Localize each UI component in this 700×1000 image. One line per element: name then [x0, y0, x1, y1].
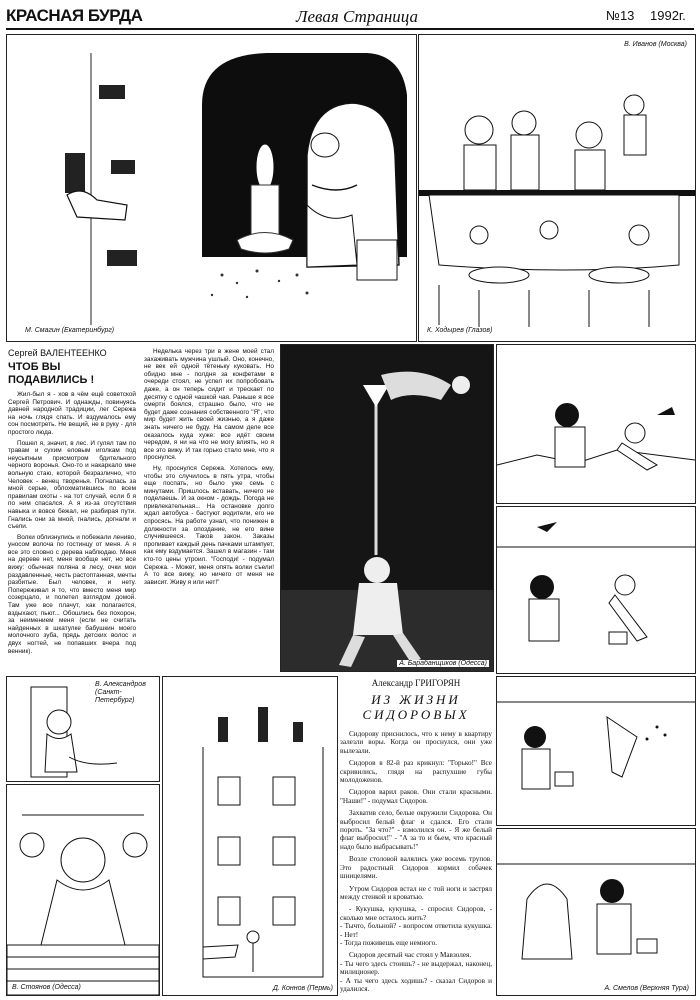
paragraph: Сидоров в 82-й раз крикнул: "Горько!" Все скривились, глядя на распухшие губы молодоженов. — [340, 759, 492, 785]
cartoon-candle — [6, 34, 417, 342]
cartoon-feast — [418, 34, 696, 342]
candle-cartoon-illustration — [7, 35, 416, 341]
cartoon-burning-house — [162, 676, 338, 996]
paragraph: Захватив село, белые окружили Сидорова. Он выбросил белый флаг и сдался. Его стали пороть. "За что?" - взмолился он. - Я же белый флаг выбросил!" - "А за то и бьем, что красный надо было выбрасывать!" — [340, 809, 492, 851]
cartoon-series-panel-4 — [496, 828, 696, 996]
cartoon-woman-scale — [6, 784, 160, 996]
credit-khodyrev: К. Ходырев (Глазов) — [427, 327, 493, 334]
paragraph: Ну, проснулся Сережа. Хотелось ему, чтобы это случилось в пять утра, чтобы еще поспать, но было уже семь с минутами. Пришлось вставать, ничего не поделаешь. И за окном - дождь. Погода не привлекательная... На остановке долго ждал автобуса - бастуют водители, его не спросясь. На работе узнал, что понижен в должности за опоздание, не его вине случившееся. Таков закон. Заказы пропивает каждый день пачками штампует, как ему вздумается. Зашел в магазин - там кто-то цены утроил. "Господи! - подумал Сережа. - Может, меня опять волки съели! А то все вижу, но ничего от меня не зависит. Живу я или нет!" — [144, 464, 274, 586]
article-author: Сергей ВАЛЕНТЕЕНКО — [8, 348, 107, 358]
newspaper-logo: КРАСНАЯ БУРДА — [6, 6, 143, 25]
paragraph: Утром Сидоров встал не с той ноги и застрял между стенкой и кроватью. — [340, 884, 492, 901]
woman-scale-illustration — [7, 785, 159, 995]
cartoon-series-panel-3 — [496, 676, 696, 826]
series-illustration-3 — [497, 677, 695, 825]
article-author: Александр ГРИГОРЯН — [371, 678, 461, 688]
paragraph: Волки облизнулись и побежали лениво, уносом волоча по гостинцу от меня. А я все это словно с дерева наблюдаю. Меня на дереве нет, меня вообще нет, но все вижу: обычная поляна в лесу, очки мои раздавленные, честь растоптанная, мечты разбитые. Был человек, и нету. Попереживал я то, что вместо меня мир созерцало, и полетел взглядом домой. Там уже все плачут, как полагается, вздыхают, пьют... Обошлись без похорон, за неимением меня (если не считать найденных в шкатулке бабушкин моего молочного зуба, прядь детских волос и двух ногтей, не попавших вчера под венник). — [8, 533, 136, 655]
cartoon-window-woman — [6, 676, 160, 782]
credit-barabanshchikov: А. Барабанщиков (Одесса) — [399, 660, 487, 667]
paragraph: - Кукушка, кукушка, - спросил Сидоров, - сколько мне осталось жить? - Тычто, больной? - вопросом ответила кукушка. - Нет! - Тогда поживешь еще немного. — [340, 905, 492, 947]
masthead — [6, 4, 694, 30]
credit-stoyanov: В. Стоянов (Одесса) — [12, 984, 81, 991]
credit-smagin: М. Смагин (Екатеринбург) — [25, 327, 115, 334]
article-valenteenko — [6, 344, 276, 674]
paragraph: Жил-был я - хов в чём ещё советской Сергей Петрович. И однажды, повинуясь давней народной традиции, лег Сережа на ночь глядя спать. И вздумалось ему сон посмотреть. Не вещий, не в руку - для простого люда. — [8, 391, 136, 436]
feast-cartoon-illustration — [419, 35, 695, 341]
paragraph: Возле столовой валялись уже восемь трупов. Это радостный Сидоров кормил собачек шницелями. — [340, 855, 492, 881]
paragraph: Пошел я, значит, в лес. И гулял там по травам и сухим еловым иголкам под неусыпным присмотром бдительного черного воронья. Оно-то и накаркало мне вольную стаю, которой безразлично, что Человек - венец творенья. Погналась за мной серые, облохматившись по всем правилам охоты - на тот случай, если б я по ним спасался. А я из-за отсутствия навыка и вовсе бежал, не разбирая пути. Гнались они за мной, гнались, догнали и съели. — [8, 439, 136, 531]
paragraph: Неделька через три в жене моей стал захаживать мужчина ушлый. Оно, конечно, не век ей одной тётеньку куковать. Но обидно мне - полдня за конфетами в очереди стоял, не успел их попробовать даже, а он теперь сидит и трескает по десятку с одной чашкой чая. Раньше я все смерти боялся, страшно было, что не будет даже сознания собственного "Я", что мир будет жить своей жизнью, а я даже знать ничего не буду. На самом деле все оказалось куда хуже: все идёт своим чередом, я ни на что не могу влиять, но я все это вижу. И так горько стало мне, что я проснулся. — [144, 348, 274, 462]
paragraph: Сидоров варил раков. Они стали красными. "Наши!" - подумал Сидоров. — [340, 788, 492, 805]
article-grigoryan — [340, 676, 492, 994]
cartoon-acrobat — [280, 344, 494, 672]
series-illustration-1 — [497, 345, 695, 503]
paragraph: Сидорову приснилось, что к нему в квартиру залезли воры. Когда он проснулся, они уже вылезали. — [340, 730, 492, 755]
article-title: ИЗ ЖИЗНИ СИДОРОВЫХ — [362, 692, 470, 722]
cartoon-series-panel-1 — [496, 344, 696, 504]
series-illustration-2 — [497, 507, 695, 673]
credit-ivanov: В. Иванов (Москва) — [624, 41, 687, 48]
article-body — [340, 730, 492, 994]
acrobat-cartoon-illustration — [281, 345, 493, 671]
article-column-1 — [8, 391, 136, 674]
issue-year: 1992г. — [650, 8, 686, 23]
series-illustration-4 — [497, 829, 695, 995]
credit-aleksandrov: В. Александров (Санкт-Петербург) — [95, 681, 146, 704]
burning-house-illustration — [163, 677, 337, 995]
issue-number: №13 — [606, 8, 635, 23]
article-title: ЧТОБ ВЫ ПОДАВИЛИСЬ ! — [8, 361, 95, 386]
credit-smelov: А. Смелов (Верхняя Тура) — [604, 985, 689, 992]
article-column-2 — [144, 348, 274, 674]
paragraph: Сидоров десятый час стоял у Мавзолея. - Ты чего здесь стоишь? - не выдержал, наконец, милиционер. - А ты чего здесь ходишь? - сказал Сидоров и удалился. — [340, 951, 492, 993]
credit-konnov: Д. Коннов (Пермь) — [273, 985, 333, 992]
section-title: Левая Страница — [296, 7, 418, 26]
cartoon-series-panel-2 — [496, 506, 696, 674]
